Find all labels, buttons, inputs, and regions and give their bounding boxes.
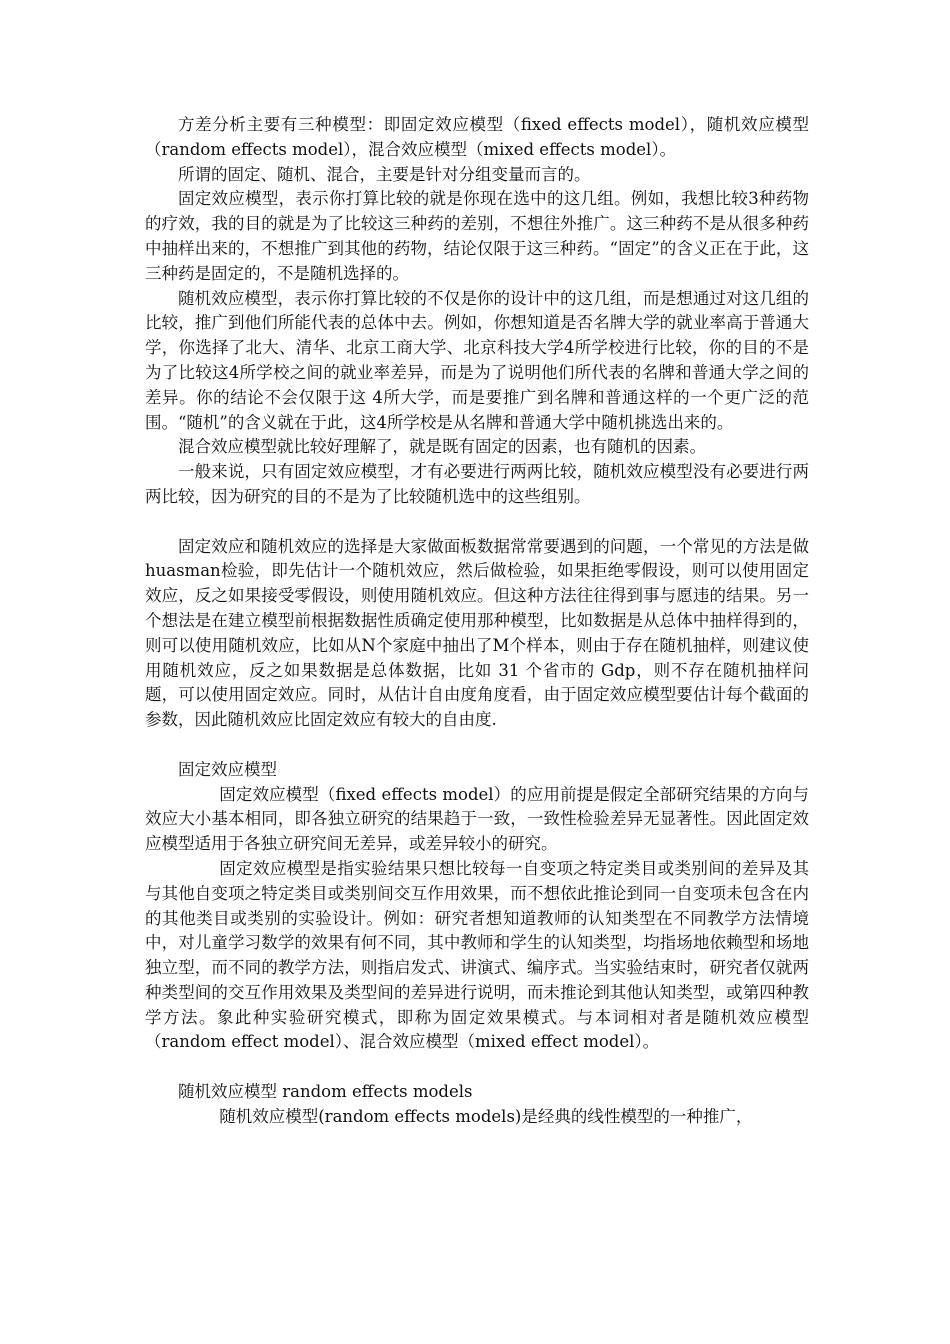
paragraph-mixed-effects-intro: 混合效应模型就比较好理解了，就是既有固定的因素，也有随机的因素。 [178,437,706,457]
paragraph-random-effects-intro: 随机效应模型，表示你打算比较的不仅是你的设计中的这几组，而是想通过对这几组的比较，推广到他们所能代表的总体中去。例如，你想知道是否名牌大学的就业率高于普通大学，你选择了北大、清华、北京工商大学、北京科技大学4所学校进行比较，你的目的不是为了比较这4所学校之间的就业率差异，而是为了说明他们所代表的名牌和普通大学之间的差异。你的结论不会仅限于这 4所大学，而是要推广到名牌和普通这样的一个更广泛的范围。“随机”的含义就在于此，这4所学校是从名牌和普通大学中随机挑选出来的。 [145,288,809,432]
paragraph-random-effects-definition: 随机效应模型(random effects models)是经典的线性模型的一种推广， [219,1106,753,1126]
paragraph-fixed-effects-intro: 固定效应模型，表示你打算比较的就是你现在选中的这几组。例如，我想比较3种药物的疗效，我的目的就是为了比较这三种药的差别，不想往外推广。这三种药不是从很多种药中抽样出来的，不想推广到其他的药物，结论仅限于这三种药。“固定”的含义正在于此，这三种药是固定的，不是随机选择的。 [145,189,809,283]
paragraph-gap [145,1055,809,1080]
section-heading-random-effects: 随机效应模型 random effects models [178,1082,473,1102]
paragraph-anova-models: 方差分析主要有三种模型：即固定效应模型（fixed effects model），随机效应模型（random effects model），混合效应模型（mixed effects model）。 [145,115,809,159]
document-page [145,113,809,1130]
paragraph-fixed-effects-definition: 固定效应模型是指实验结果只想比较每一自变项之特定类目或类别间的差异及其与其他自变项之特定类目或类别间交互作用效果，而不想依此推论到同一自变项未包含在内的其他类目或类别的实验设计。例如：研究者想知道教师的认知类型在不同教学方法情境中，对儿童学习数学的效果有何不同，其中教师和学生的认知类型，均指场地依赖型和场地独立型，而不同的教学方法，则指启发式、讲演式、编序式。当实验结束时，研究者仅就两种类型间的交互作用效果及类型间的差异进行说明，而未推论到其他认知类型，或第四种教学方法。象此种实验研究模式，即称为固定效果模式。与本词相对者是随机效应模型（random effect model）、混合效应模型（mixed effect model）。 [145,858,809,1052]
paragraph-pairwise-comparison: 一般来说，只有固定效应模型，才有必要进行两两比较，随机效应模型没有必要进行两两比较，因为研究的目的不是为了比较随机选中的这些组别。 [145,462,809,506]
paragraph-gap [145,510,809,535]
paragraph-fixed-effects-premise: 固定效应模型（fixed effects model）的应用前提是假定全部研究结果的方向与效应大小基本相同，即各独立研究的结果趋于一致，一致性检验差异无显著性。因此固定效应模型适用于各独立研究间无差异，或差异较小的研究。 [145,784,809,854]
paragraph-grouping-variable: 所谓的固定、随机、混合，主要是针对分组变量而言的。 [178,164,591,184]
paragraph-gap [145,733,809,758]
paragraph-panel-data-choice: 固定效应和随机效应的选择是大家做面板数据常常要遇到的问题，一个常见的方法是做huasman检验，即先估计一个随机效应，然后做检验，如果拒绝零假设，则可以使用固定效应，反之如果接受零假设，则使用随机效应。但这种方法往往得到事与愿违的结果。另一个想法是在建立模型前根据数据性质确定使用那种模型，比如数据是从总体中抽样得到的，则可以使用随机效应，比如从N个家庭中抽出了M个样本，则由于存在随机抽样，则建议使用随机效应，反之如果数据是总体数据，比如 31 个省市的 Gdp，则不存在随机抽样问题，可以使用固定效应。同时，从估计自由度角度看，由于固定效应模型要估计每个截面的参数，因此随机效应比固定效应有较大的自由度. [145,536,809,730]
section-heading-fixed-effects: 固定效应模型 [178,759,277,779]
